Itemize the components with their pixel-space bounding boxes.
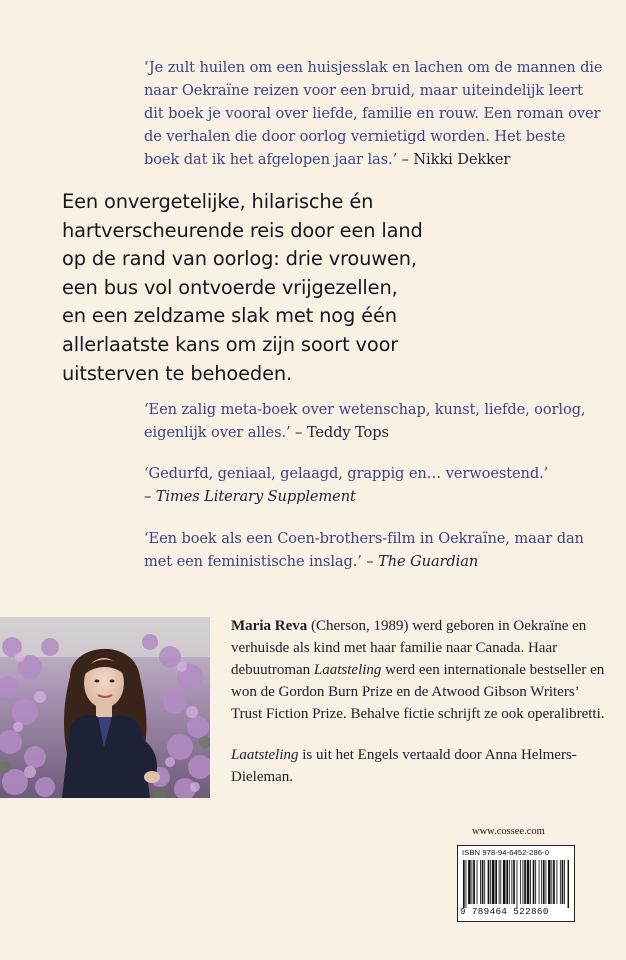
isbn-barcode [457, 845, 575, 922]
book-blurb [62, 188, 482, 388]
translation-note [231, 744, 609, 788]
quote-source: The Guardian [378, 553, 479, 570]
barcode-bar [506, 860, 508, 904]
barcode-bar [530, 860, 531, 904]
barcode-bar [539, 860, 540, 904]
barcode-bar [473, 860, 475, 904]
quote-source: – Nikki Dekker [397, 151, 511, 168]
barcode-bar [533, 860, 535, 904]
barcode-bar [548, 860, 551, 904]
barcode-digit-lead: 9 [460, 906, 466, 917]
quote-source: – Teddy Tops [290, 424, 389, 441]
barcode-bar [551, 860, 552, 904]
barcode-bar [490, 860, 491, 904]
bio-text: werd een internationale bestseller en won de Gordon Burn Prize en de Atwood Gibson Writers’ Trust Fiction Prize. Behalve fictie schrijft ze ook operalibretti. [231, 662, 605, 722]
barcode-bar [524, 860, 526, 904]
quote-source-prefix: – [144, 488, 156, 505]
barcode-bar [568, 860, 569, 908]
barcode-bar [468, 860, 471, 904]
barcode-bar [527, 860, 530, 904]
barcode-bar [541, 860, 542, 904]
quote-nikki-dekker [144, 56, 604, 171]
author-bio [231, 615, 609, 788]
barcode-bar [484, 860, 485, 904]
barcode-bar [499, 860, 500, 904]
barcode-bar [495, 860, 497, 904]
barcode-bar [472, 860, 473, 904]
translation-text: is uit het Engels vertaald door Anna Helmers-Dieleman. [231, 747, 577, 785]
barcode-digits-right: 522860 [513, 906, 549, 917]
bio-text: (Cherson, 1989) werd geboren in Oekraïne en verhuisde als kind met haar familie naar Canada. Haar debuutroman [231, 618, 587, 678]
bio-paragraph [231, 615, 609, 725]
barcode-bar [477, 860, 478, 904]
barcode-bar [488, 860, 490, 904]
barcode-bar [492, 860, 495, 904]
book-title: Laatsteling [313, 662, 382, 678]
publisher-website: www.cossee.com [472, 826, 545, 837]
barcode-bar [543, 860, 545, 904]
barcode-digits [460, 906, 572, 917]
barcode-bar [557, 860, 558, 904]
quote-text: ‘Je zult huilen om een huisjesslak en lachen om de mannen die naar Oekraïne reizen voor een bruid, maar uiteindelijk leert dit boek je vooral over liefde, familie en rouw. Een roman over de verhalen die door oorlog vernietigd worden. Het beste boek dat ik het afgelopen jaar las.’ [144, 59, 603, 168]
quote-the-guardian [144, 527, 604, 573]
barcode-bar [545, 860, 546, 904]
blurb-line: en een zeldzame slak met nog één [62, 304, 397, 328]
barcode-bar [466, 860, 467, 908]
barcode-bar [480, 860, 481, 904]
quote-teddy-tops [144, 398, 604, 444]
blurb-line: Een onvergetelijke, hilarische én [62, 190, 374, 213]
isbn-label: ISBN 978-94-6452-286-0 [462, 848, 550, 857]
barcode-bar [463, 860, 465, 908]
author-photo [0, 617, 210, 798]
barcode-bar [520, 860, 521, 904]
barcode-bar [564, 860, 565, 904]
quote-source: Times Literary Supplement [155, 488, 356, 505]
blurb-line: hartverscheurende reis door een land [62, 218, 423, 242]
barcode-bars [463, 860, 569, 908]
barcode-bar [513, 860, 515, 904]
author-name: Maria Reva [231, 618, 308, 634]
blurb-line: allerlaatste kans om zijn soort voor [62, 332, 399, 356]
quote-text: ‘Een boek als een Coen-brothers-film in Oekraïne, maar dan met een feministische inslag.’ [144, 530, 584, 570]
blurb-line: een bus vol ontvoerde vrijgezellen, [62, 275, 398, 299]
barcode-digits-left: 789464 [471, 906, 508, 917]
barcode-bar [535, 860, 536, 904]
barcode-bar [560, 860, 561, 904]
barcode-bar [509, 860, 510, 904]
barcode-bar [523, 860, 524, 904]
book-title: Laatsteling [231, 747, 299, 763]
blurb-line: uitsterven te behoeden. [62, 361, 293, 385]
barcode-bar [553, 860, 555, 904]
barcode-bar [500, 860, 501, 904]
barcode-bar [517, 860, 518, 908]
quote-tls [144, 462, 604, 508]
barcode-bar [562, 860, 564, 904]
barcode-bar [482, 860, 484, 904]
quote-source-prefix: – [361, 553, 379, 570]
barcode-bar [511, 860, 512, 904]
quote-text: ‘Een zalig meta-boek over wetenschap, kunst, liefde, oorlog, eigenlijk over alles.’ [144, 401, 586, 441]
quote-text: ‘Gedurfd, geniaal, gelaagd, grappig en… verwoestend.’ [144, 465, 549, 482]
blurb-line: op de rand van oorlog: drie vrouwen, [62, 247, 417, 271]
barcode-bar [503, 860, 506, 904]
